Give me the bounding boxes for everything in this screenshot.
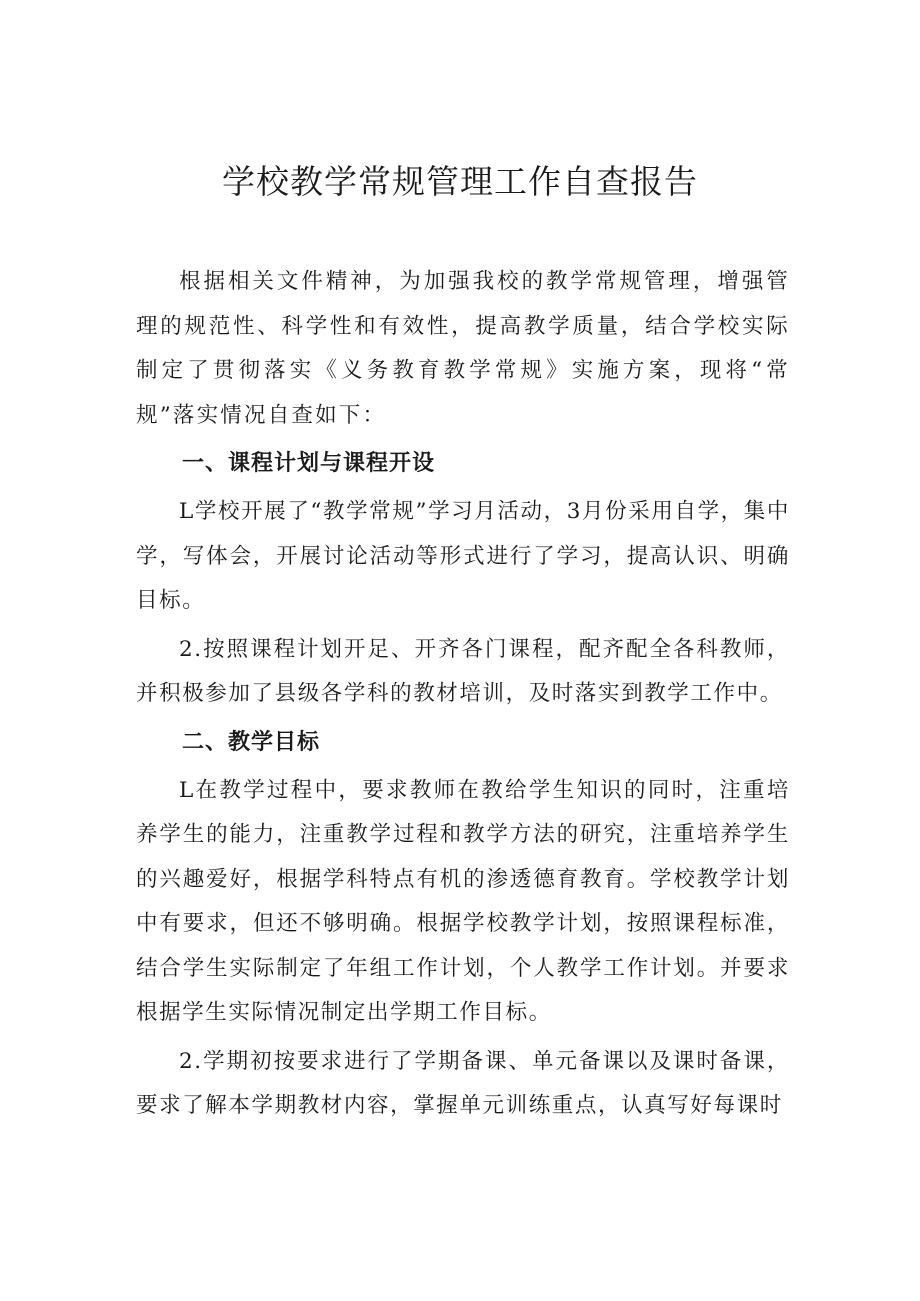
document-body — [136, 260, 790, 1129]
section-2-paragraph-1: L在教学过程中，要求教师在教给学生知识的同时，注重培养学生的能力，注重教学过程和教学方法的研究，注重培养学生的兴趣爱好，根据学科特点有机的渗透德育教育。学校教学计划中有要求，但还不够明确。根据学校教学计划，按照课程标准，结合学生实际制定了年组工作计划，个人教学工作计划。并要求根据学生实际情况制定出学期工作目标。 — [136, 777, 790, 1025]
section-heading-2: 二、教学目标 — [182, 729, 321, 755]
section-1-paragraph-1: L学校开展了“教学常规”学习月活动，3月份采用自学，集中学，写体会，开展讨论活动等形式进行了学习，提高认识、明确目标。 — [136, 499, 790, 613]
section-1-paragraph-2: 2.按照课程计划开足、开齐各门课程，配齐配全各科教师，并积极参加了县级各学科的教材培训，及时落实到教学工作中。 — [136, 636, 790, 706]
intro-paragraph: 根据相关文件精神，为加强我校的教学常规管理，增强管理的规范性、科学性和有效性，提高教学质量，结合学校实际制定了贯彻落实《义务教育教学常规》实施方案，现将“常规”落实情况自查如下： — [136, 269, 790, 428]
section-heading-1: 一、课程计划与课程开设 — [182, 451, 436, 476]
section-2-paragraph-2: 2.学期初按要求进行了学期备课、单元备课以及课时备课，要求了解本学期教材内容，掌握单元训练重点，认真写好每课时 — [136, 1048, 790, 1118]
document-title: 学校教学常规管理工作自查报告 — [222, 162, 698, 201]
